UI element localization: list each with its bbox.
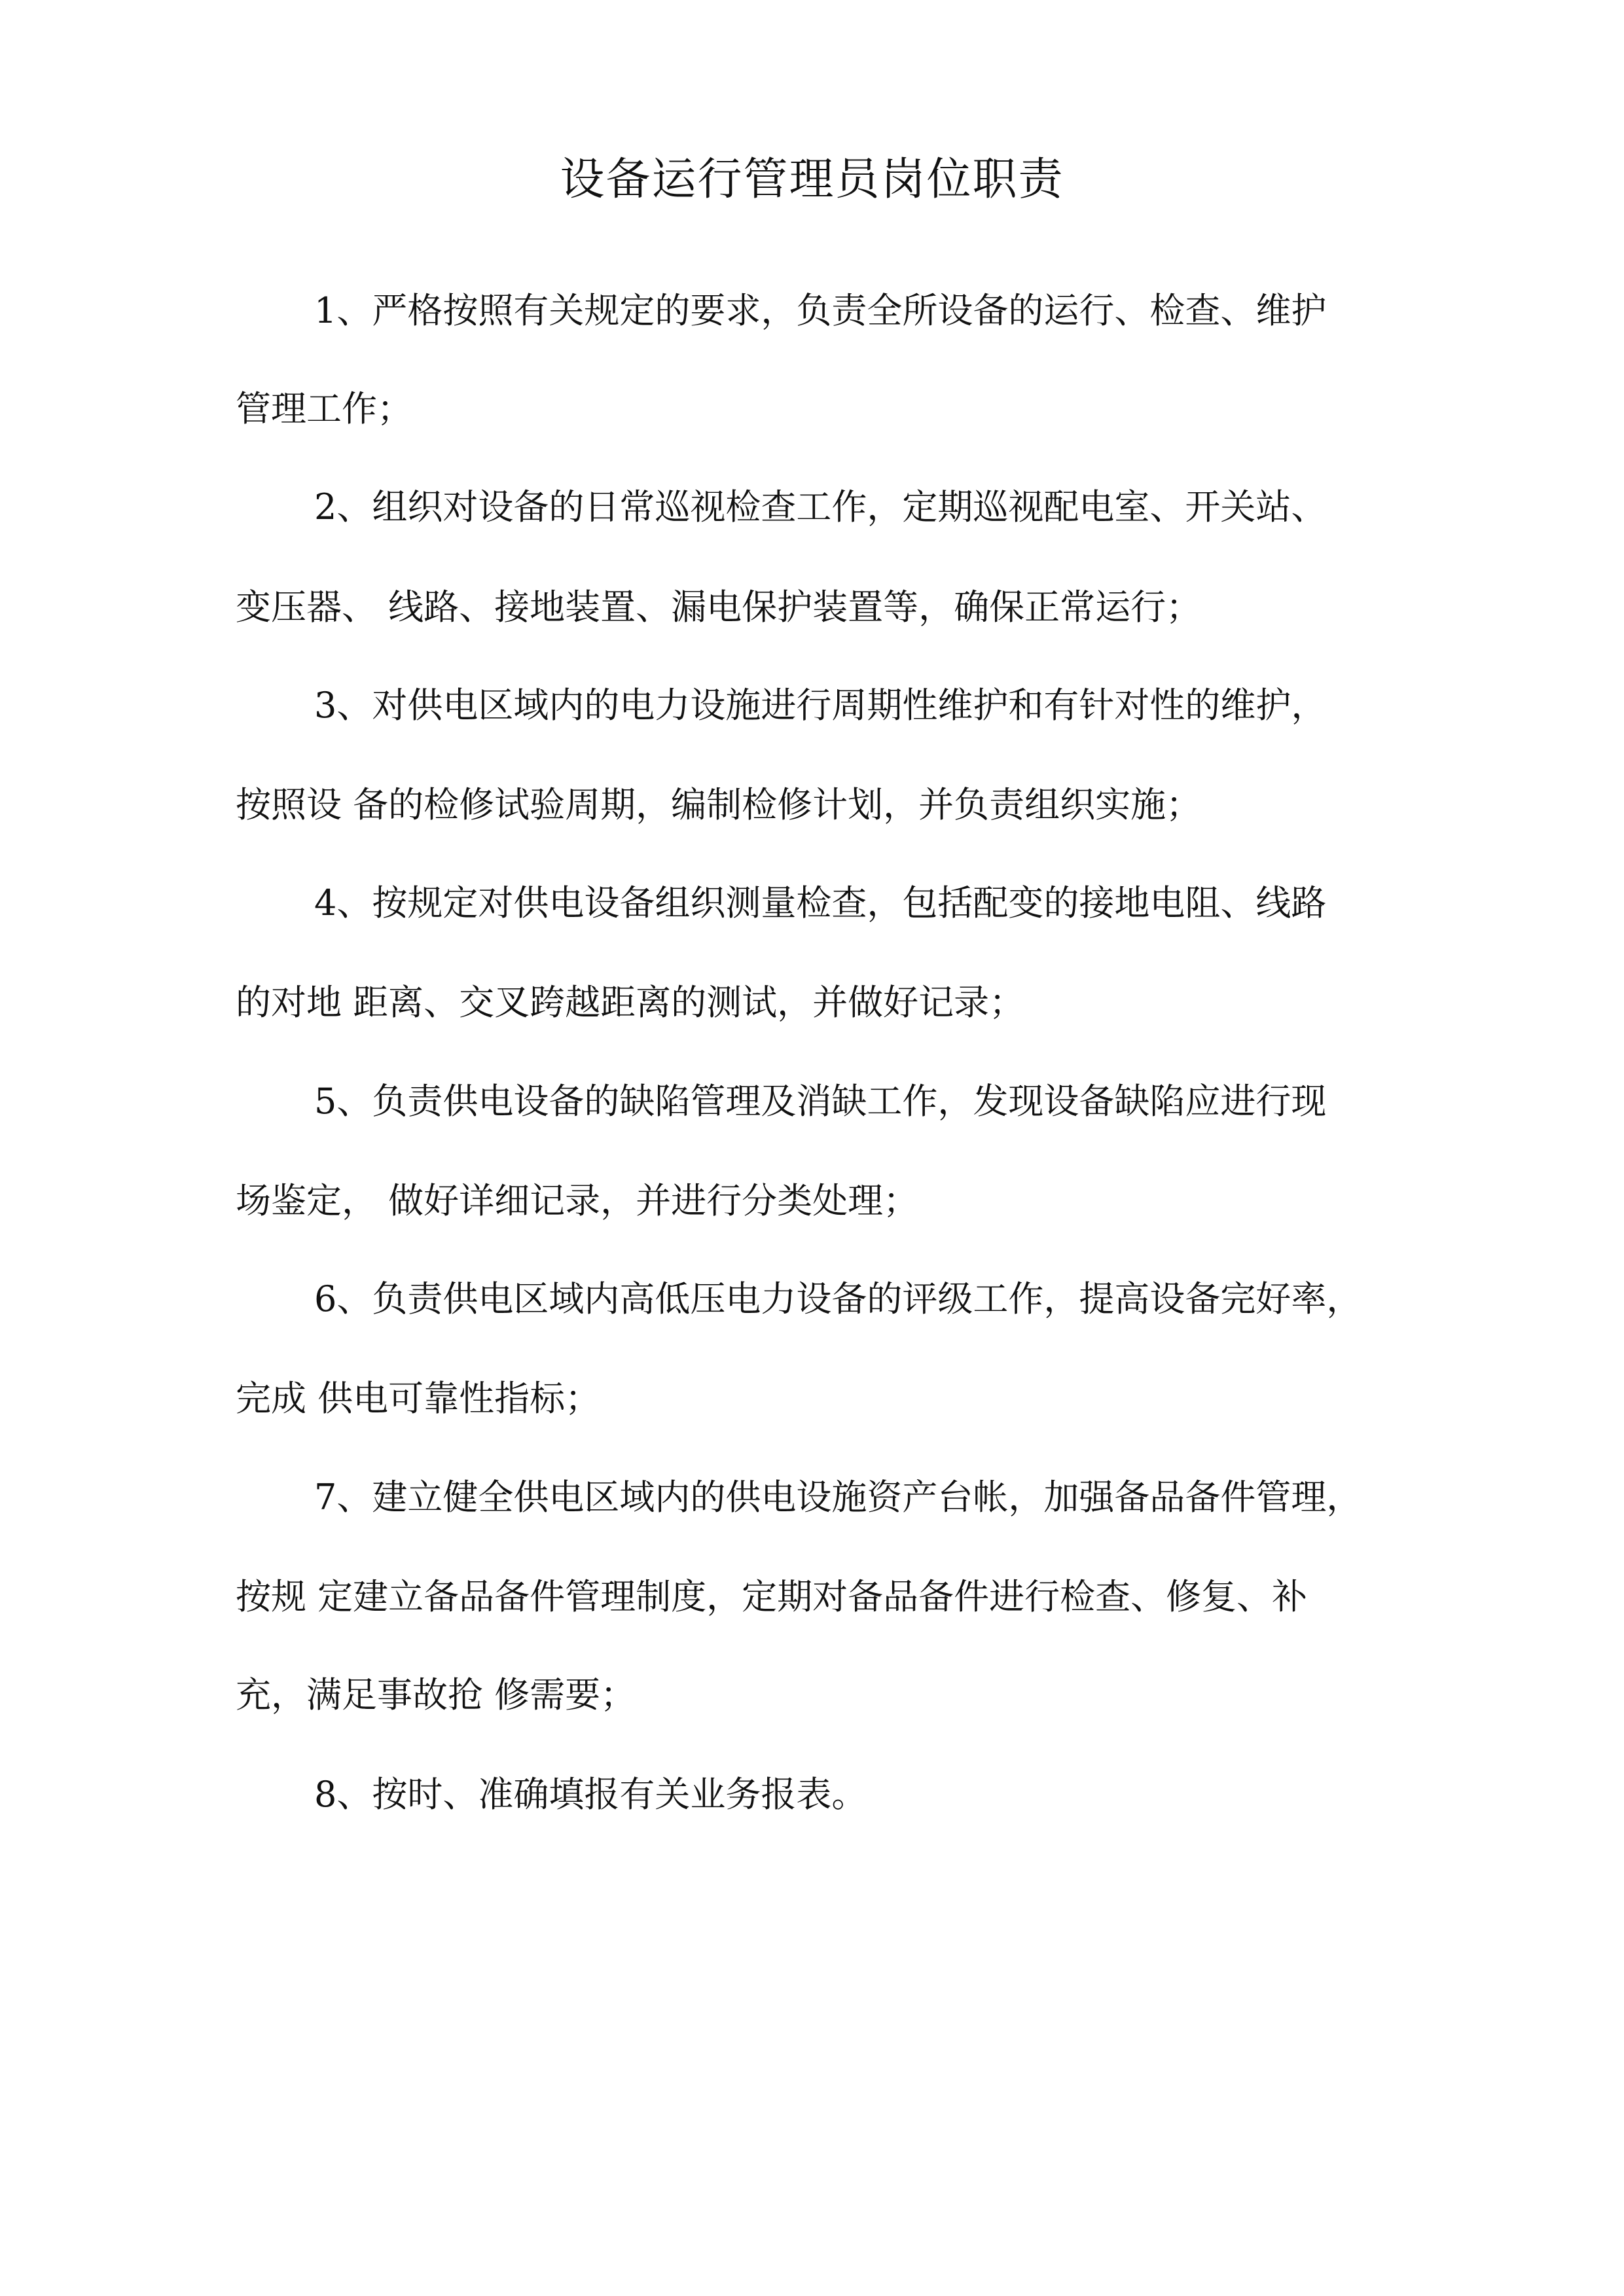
item-6-line-1: 6、负责供电区域内高低压电力设备的评级工作，提高设备完好率， — [314, 1278, 1362, 1319]
item-2-line-2: 变压器、 线路、接地装置、漏电保护装置等，确保正常运行； — [236, 586, 1202, 628]
item-5-line-1: 5、负责供电设备的缺陷管理及消缺工作，发现设备缺陷应进行现 — [314, 1081, 1327, 1122]
item-8-line-1: 8、按时、准确填报有关业务报表。 — [314, 1774, 867, 1815]
item-2-line-1: 2、组织对设备的日常巡视检查工作，定期巡视配电室、开关站、 — [314, 486, 1327, 528]
item-3-line-2: 按照设 备的检修试验周期，编制检修计划，并负责组织实施； — [236, 784, 1202, 825]
item-4-line-2: 的对地 距离、交叉跨越距离的测试，并做好记录； — [236, 982, 1025, 1023]
item-6-line-2: 完成 供电可靠性指标； — [236, 1378, 601, 1419]
page-title: 设备运行管理员岗位职责 — [560, 154, 1064, 206]
item-5-line-2: 场鉴定， 做好详细记录，并进行分类处理； — [236, 1180, 919, 1221]
item-1-line-1: 1、严格按照有关规定的要求，负责全所设备的运行、检查、维护 — [314, 290, 1327, 331]
item-7-line-3: 充，满足事故抢 修需要； — [236, 1674, 636, 1715]
item-3-line-1: 3、对供电区域内的电力设施进行周期性维护和有针对性的维护， — [314, 685, 1327, 726]
item-7-line-2: 按规 定建立备品备件管理制度，定期对备品备件进行检查、修复、补 — [236, 1576, 1308, 1617]
item-1-line-2: 管理工作； — [236, 388, 412, 429]
item-7-line-1: 7、建立健全供电区域内的供电设施资产台帐，加强备品备件管理， — [314, 1477, 1362, 1518]
item-4-line-1: 4、按规定对供电设备组织测量检查，包括配变的接地电阻、线路 — [314, 882, 1327, 924]
